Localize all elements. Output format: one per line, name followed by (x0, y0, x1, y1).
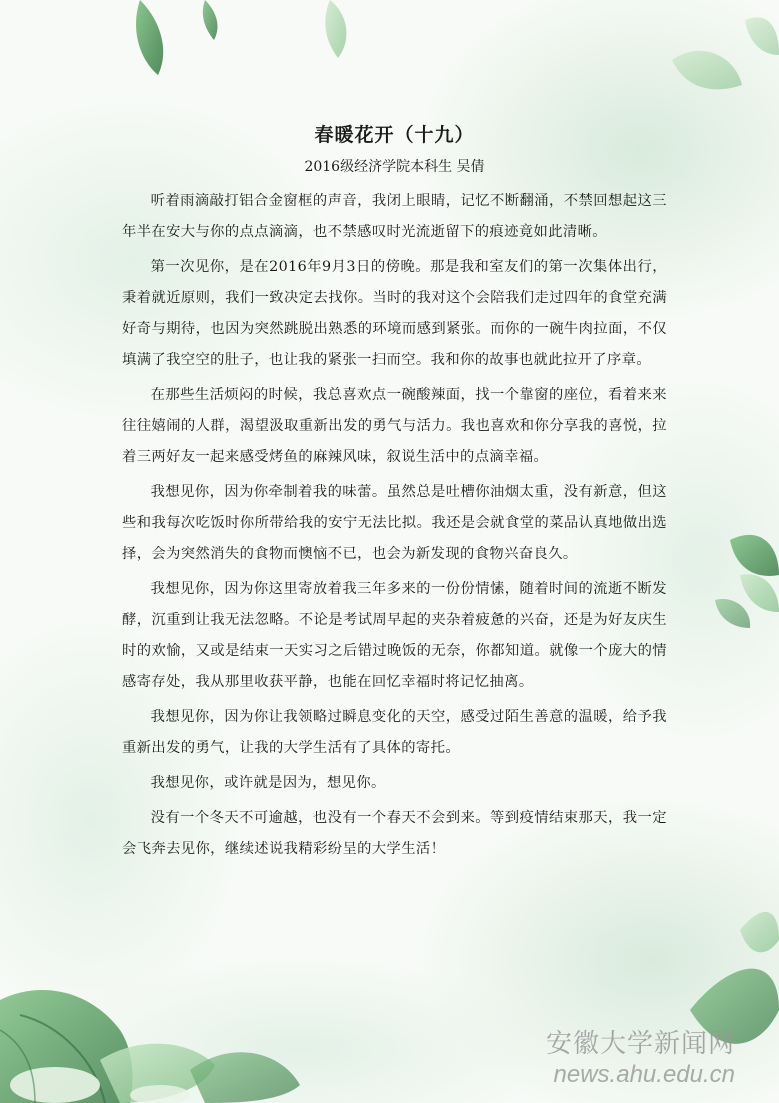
paragraph: 听着雨滴敲打铝合金窗框的声音，我闭上眼睛，记忆不断翻涌，不禁回想起这三年半在安大与你的点点滴滴，也不禁感叹时光流逝留下的痕迹竟如此清晰。 (122, 193, 667, 240)
paragraph: 第一次见你，是在2016年9月3日的傍晚。那是我和室友们的第一次集体出行，秉着就近原则，我们一致决定去找你。当时的我对这个会陪我们走过四年的食堂充满好奇与期待，也因为突然跳脱出熟悉的环境而感到紧张。而你的一碗牛肉拉面，不仅填满了我空空的肚子，也让我的紧张一扫而空。我和你的故事也就此拉开了序章。 (122, 259, 667, 368)
paragraph: 我想见你，因为你这里寄放着我三年多来的一份份情愫，随着时间的流逝不断发酵，沉重到让我无法忽略。不论是考试周早起的夹杂着疲惫的兴奋，还是为好友庆生时的欢愉，又或是结束一天实习之后错过晚饭的无奈，你都知道。就像一个庞大的情感寄存处，我从那里收获平静，也能在回忆幸福时将记忆抽离。 (122, 581, 667, 690)
paragraph: 我想见你，因为你牵制着我的味蕾。虽然总是吐槽你油烟太重，没有新意，但这些和我每次吃饭时你所带给我的安宁无法比拟。我还是会就食堂的菜品认真地做出选择，会为突然消失的食物而懊恼不已，也会为新发现的食物兴奋良久。 (122, 484, 667, 562)
article (122, 120, 667, 869)
paragraph: 没有一个冬天不可逾越，也没有一个春天不会到来。等到疫情结束那天，我一定会飞奔去见你，继续述说我精彩纷呈的大学生活！ (122, 810, 667, 857)
watermark-url: news.ahu.edu.cn (553, 1061, 735, 1088)
watermark-site-name: 安徽大学新闻网 (545, 1029, 735, 1059)
article-title: 春暖花开（十九） (314, 124, 475, 146)
paragraph: 我想见你，或许就是因为，想见你。 (150, 775, 386, 791)
paragraph: 我想见你，因为你让我领略过瞬息变化的天空，感受过陌生善意的温暖，给予我重新出发的勇气，让我的大学生活有了具体的寄托。 (122, 709, 667, 756)
site-watermark (546, 1028, 735, 1090)
paragraph: 在那些生活烦闷的时候，我总喜欢点一碗酸辣面，找一个靠窗的座位，看着来来往往嬉闹的人群，渴望汲取重新出发的勇气与活力。我也喜欢和你分享我的喜悦，拉着三两好友一起来感受烤鱼的麻辣风味，叙说生活中的点滴幸福。 (122, 387, 667, 465)
author-byline: 2016级经济学院本科生 吴倩 (304, 159, 485, 175)
